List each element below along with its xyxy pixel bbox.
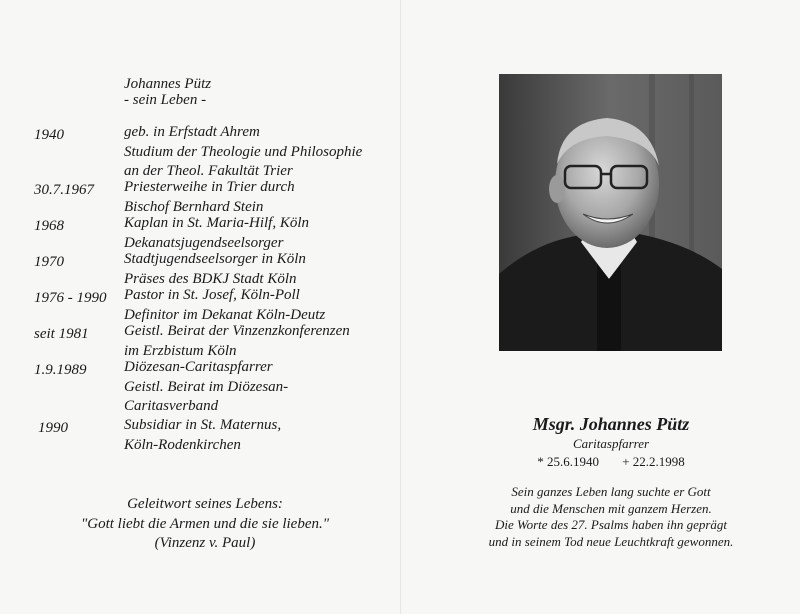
timeline-year: 1970 [34,254,64,270]
timeline-line: Subsidiar in St. Maternus, [124,417,282,433]
portrait-photo [499,74,722,351]
portrait-illustration [499,74,722,351]
timeline-year: 1940 [34,127,64,143]
timeline-year: 30.7.1967 [34,182,94,198]
timeline-line: im Erzbistum Köln [124,342,237,359]
timeline-line: geb. in Erfstadt Ahrem [124,124,260,140]
biography-subtitle: - sein Leben - [124,92,207,108]
memorial-line: Die Worte des 27. Psalms haben ihn geprägt [494,517,728,532]
timeline-text [124,214,396,253]
timeline-year: 1976 - 1990 [34,290,107,306]
timeline-line: Kaplan in St. Maria-Hilf, Köln [124,215,310,231]
memorial-line: Sein ganzes Leben lang suchte er Gott [511,484,711,499]
timeline-line: Stadtjugendseelsorger in Köln [124,251,306,267]
timeline-line: Geistl. Beirat im Diözesan- [124,378,289,395]
timeline-line: Priesterweihe in Trier durch [124,179,295,195]
timeline-year: 1968 [34,218,64,234]
timeline-text [124,123,396,182]
timeline-line: Studium der Theologie und Philosophie [124,143,363,160]
memorial-line: und in seinem Tod neue Leuchtkraft gewonnen. [488,533,734,549]
death-date: + 22.2.1998 [622,454,685,469]
deceased-name: Msgr. Johannes Pütz [532,414,690,434]
motto-quote: "Gott liebt die Armen und die sie lieben." [80,515,330,532]
timeline-line: Dekanatsjugendseelsorger [124,234,284,251]
timeline-text [124,416,396,455]
card-fold [400,0,401,614]
memorial-line: und die Menschen mit ganzem Herzen. [510,500,712,516]
motto [40,495,370,554]
timeline-line: Pastor in St. Josef, Köln-Poll [124,287,300,303]
timeline-text [124,178,396,217]
timeline-line: Diözesan-Caritaspfarrer [124,359,273,375]
biography-title: Johannes Pütz [124,76,212,92]
timeline-line: Caritasverband [124,398,219,414]
timeline-text [124,250,396,289]
motto-attribution: (Vinzenz v. Paul) [154,535,256,551]
timeline-text [124,286,396,325]
timeline-line: an der Theol. Fakultät Trier [124,163,293,179]
timeline-line: Köln-Rodenkirchen [124,436,241,453]
timeline-year: 1990 [38,420,68,436]
deceased-role: Caritaspfarrer [572,436,650,451]
timeline-text [124,358,396,417]
birth-date: * 25.6.1940 [537,454,599,469]
timeline-year: 1.9.1989 [34,362,87,378]
timeline-line: Geistl. Beirat der Vinzenzkonferenzen [124,323,350,339]
timeline-line: Bischof Bernhard Stein [124,198,264,215]
memorial-text [470,484,752,550]
life-dates [500,453,722,470]
timeline-text [124,322,396,361]
motto-heading: Geleitwort seines Lebens: [127,496,283,512]
timeline-year: seit 1981 [34,326,89,342]
timeline-line: Präses des BDKJ Stadt Köln [124,270,297,287]
timeline-line: Definitor im Dekanat Köln-Deutz [124,306,326,323]
